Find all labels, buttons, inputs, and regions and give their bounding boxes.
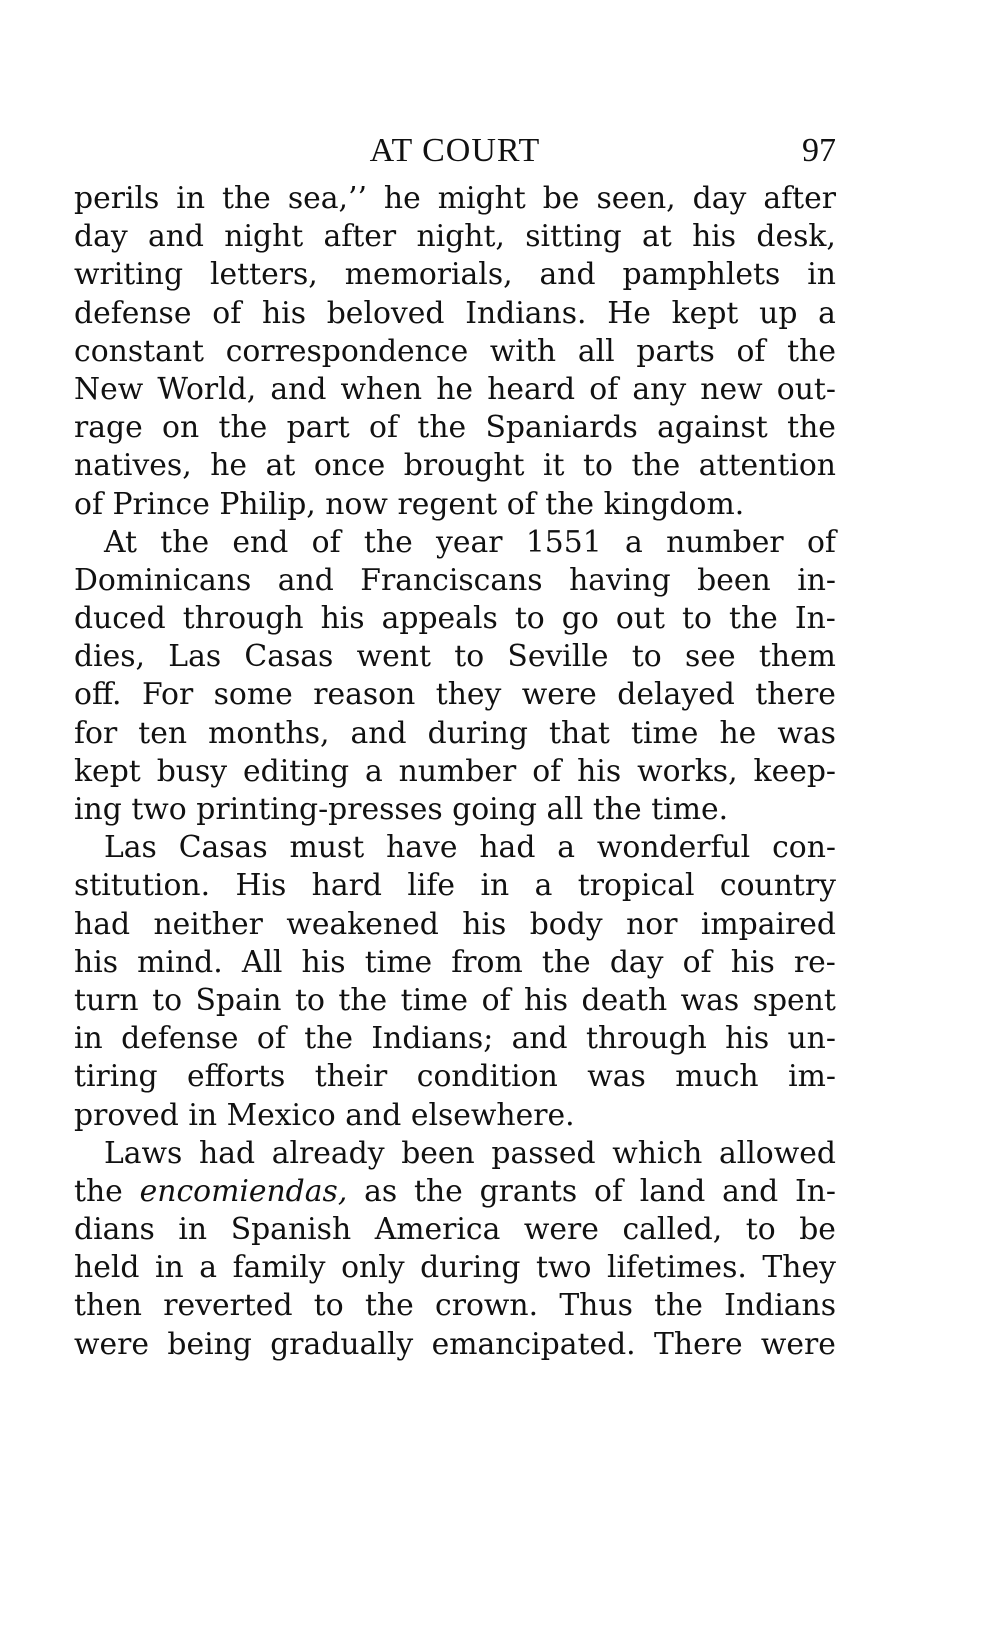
text-line: New World, and when he heard of any new out- <box>74 371 836 407</box>
text-line: off. For some reason they were delayed there <box>74 677 836 713</box>
body-text <box>74 180 836 1364</box>
text-line: natives, he at once brought it to the attention <box>74 448 836 484</box>
text-line: had neither weakened his body nor impaired <box>74 906 836 942</box>
paragraph <box>74 524 836 830</box>
text-line: Dominicans and Franciscans having been in- <box>74 562 836 598</box>
text-line: Las Casas must have had a wonderful con- <box>104 830 836 866</box>
text-line: day and night after night, sitting at his desk, <box>74 219 836 255</box>
book-page <box>74 128 836 1364</box>
text-line: of Prince Philip, now regent of the kingdom. <box>74 486 745 522</box>
paragraph <box>74 180 836 524</box>
text-line: stitution. His hard life in a tropical country <box>74 868 836 904</box>
text-line: duced through his appeals to go out to the In- <box>74 601 836 637</box>
text-line: defense of his beloved Indians. He kept up a <box>74 295 836 331</box>
text-line: turn to Spain to the time of his death was spent <box>74 982 836 1018</box>
text-line: rage on the part of the Spaniards against the <box>74 410 836 446</box>
text-line: ing two printing-presses going all the time. <box>74 792 729 827</box>
page-header <box>74 128 836 180</box>
text-line: his mind. All his time from the day of his re- <box>74 944 836 980</box>
paragraph <box>74 829 836 1135</box>
text-line: writing letters, memorials, and pamphlets in <box>74 257 836 293</box>
text-line: tiring efforts their condition was much im- <box>74 1059 836 1095</box>
text-line: proved in Mexico and elsewhere. <box>74 1097 575 1133</box>
text-line: for ten months, and during that time he was <box>74 715 836 751</box>
page-number: 97 <box>802 132 836 169</box>
text-line: dies, Las Casas went to Seville to see them <box>74 639 836 675</box>
text-line: Laws had already been passed which allowed <box>104 1135 836 1171</box>
text-line: in defense of the Indians; and through his un- <box>74 1021 836 1057</box>
text-line: held in a family only during two lifetimes. They <box>74 1250 836 1286</box>
text-line: perils in the sea,’’ he might be seen, day after <box>74 181 836 216</box>
text-line: the encomiendas, as the grants of land and In- <box>74 1173 836 1209</box>
text-line: kept busy editing a number of his works, keep- <box>74 753 836 789</box>
text-line: were being gradually emancipated. There were <box>74 1326 836 1362</box>
text-line: constant correspondence with all parts of the <box>74 333 836 369</box>
running-title: AT COURT <box>369 132 541 169</box>
text-line: then reverted to the crown. Thus the Indians <box>74 1288 836 1324</box>
text-line: dians in Spanish America were called, to be <box>74 1212 836 1248</box>
text-line: At the end of the year 1551 a number of <box>104 524 836 560</box>
paragraph <box>74 1135 836 1364</box>
